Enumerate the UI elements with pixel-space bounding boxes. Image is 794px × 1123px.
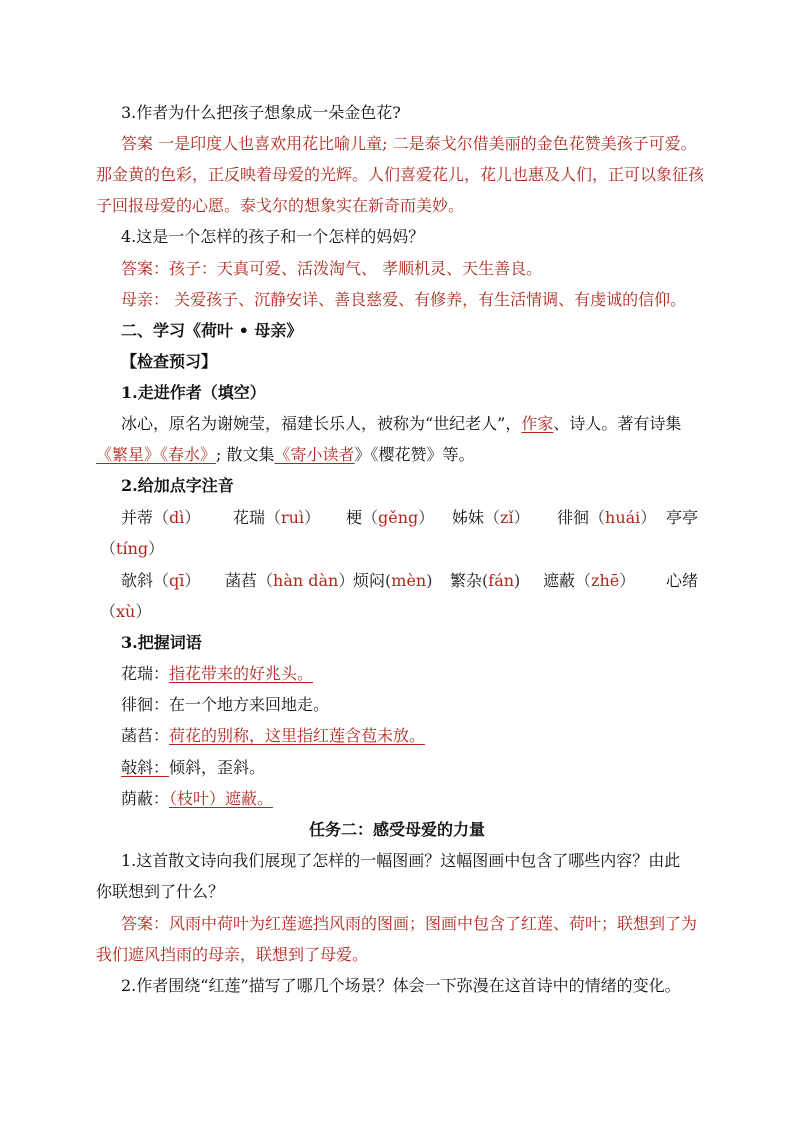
- pinyin-reading: zǐ: [500, 508, 514, 527]
- vocab-term: 菡萏：: [121, 726, 170, 745]
- author-line-1: [121, 413, 681, 435]
- answer-4-mother: 母亲： 关爱孩子、沉静安详、善良慈爱、有修养，有生活情调、有虔诚的信仰。: [121, 290, 687, 309]
- author-text-b: 、诗人。著有诗集: [553, 414, 682, 433]
- pinyin-item-wrap: （xù）: [100, 602, 152, 621]
- vocab-definition: 在一个地方来回地走。: [169, 695, 330, 714]
- pinyin-word-tingting: 亭亭: [666, 508, 699, 527]
- vocab-item: [121, 788, 273, 810]
- answer-3-line-2: 那金黄的色彩，正反映着母爱的光辉。人们喜爱花儿，花儿也惠及人们，正可以象征孩: [96, 165, 705, 184]
- pinyin-reading: hàn dàn: [273, 571, 339, 590]
- pinyin-reading: huái: [605, 508, 641, 527]
- pinyin-reading: qī: [169, 571, 185, 590]
- pinyin-reading: gěng: [378, 508, 419, 527]
- pinyin-item: 遮蔽（zhē）: [543, 571, 636, 590]
- vocab-term: 花瑞：: [121, 664, 170, 683]
- pinyin-reading: dì: [169, 508, 185, 527]
- task-2-answer-1-line-2: 我们遮风挡雨的母亲，联想到了母爱。: [96, 945, 369, 964]
- pinyin-item: 徘徊（huái）: [557, 508, 657, 527]
- pinyin-title: 2.给加点字注音: [121, 476, 234, 495]
- pinyin-word: 烦闷: [353, 571, 386, 590]
- pinyin-item: 并蒂（dì）: [121, 508, 201, 527]
- task-2-question-1-line-1: 1.这首散文诗向我们展现了怎样的一幅图画？这幅图画中包含了哪些内容？由此: [121, 851, 681, 870]
- section-2-heading: 二、学习《荷叶 • 母亲》: [121, 321, 303, 340]
- author-blank-writer: 作家: [521, 414, 554, 433]
- pinyin-item: 梗（gěng）: [346, 508, 435, 527]
- pinyin-word: 姊妹: [452, 508, 485, 527]
- answer-3-line-1: 答案 一是印度人也喜欢用花比喻儿童; 二是泰戈尔借美丽的金色花赞美孩子可爱。: [121, 134, 697, 153]
- pinyin-item: 姊妹（zǐ）: [452, 508, 530, 527]
- pinyin-item: 烦闷(mèn): [353, 571, 433, 590]
- vocab-term: 徘徊：: [121, 695, 170, 714]
- vocab-title: 3.把握词语: [121, 633, 202, 652]
- task-2-question-1-line-2: 你联想到了什么？: [96, 882, 225, 901]
- author-text-d: 》《樱花赞》等。: [354, 445, 475, 464]
- author-blank-jixiaoduzhe: 《寄小读者: [274, 445, 355, 464]
- author-text-a: 冰心，原名为谢婉莹，福建长乐人，被称为“世纪老人”，: [121, 414, 522, 433]
- pinyin-word-xinxu: 心绪: [666, 571, 699, 590]
- pinyin-reading: mèn: [391, 571, 427, 590]
- author-blank-chunshui: 》《春水》: [144, 445, 217, 464]
- pinyin-item: 欹斜（qī）: [121, 571, 201, 590]
- author-text-c: ; 散文集: [216, 445, 275, 464]
- author-title: 1.走进作者（填空）: [121, 383, 266, 402]
- pinyin-word: 遮蔽: [543, 571, 576, 590]
- pinyin-word: 梗: [346, 508, 363, 527]
- question-4: 4.这是一个怎样的孩子和一个怎样的妈妈？: [121, 227, 425, 246]
- vocab-definition: 荷花的别称，这里指红莲含苞未放。: [169, 726, 426, 745]
- pinyin-reading: zhē: [591, 571, 620, 590]
- preview-heading: 【检查预习】: [121, 352, 218, 371]
- pinyin-item: 花瑞（ruì）: [233, 508, 321, 527]
- answer-4-child: 答案：孩子：天真可爱、活泼淘气、 孝顺机灵、天生善良。: [121, 259, 543, 278]
- vocab-item: [121, 663, 313, 685]
- author-line-2: [96, 444, 475, 466]
- vocab-item: [121, 725, 425, 747]
- question-3: 3.作者为什么把孩子想象成一朵金色花?: [121, 103, 401, 122]
- answer-3-line-3: 子回报母爱的心愿。泰戈尔的想象实在新奇而美妙。: [96, 196, 465, 215]
- task-2-heading: 任务二：感受母爱的力量: [308, 820, 485, 839]
- task-2-answer-1-line-1: 答案：风雨中荷叶为红莲遮挡风雨的图画；图画中包含了红莲、荷叶；联想到了为: [121, 914, 698, 933]
- pinyin-reading: ruì: [281, 508, 305, 527]
- pinyin-item-wrap: （tíng）: [100, 539, 165, 558]
- pinyin-reading: fán: [488, 571, 515, 590]
- task-2-question-2: 2.作者围绕“红莲”描写了哪几个场景？体会一下弥漫在这首诗中的情绪的变化。: [121, 976, 681, 995]
- vocab-term: 敧斜：: [121, 758, 170, 777]
- pinyin-reading: tíng: [116, 539, 149, 558]
- pinyin-word: 徘徊: [557, 508, 590, 527]
- pinyin-word: 繁杂: [450, 571, 483, 590]
- pinyin-word: 欹斜: [121, 571, 154, 590]
- vocab-term: 荫蔽：: [121, 789, 170, 808]
- pinyin-word: 菡萏: [225, 571, 258, 590]
- vocab-definition: 指花带来的好兆头。: [169, 664, 314, 683]
- author-blank-fanxing: 《繁星: [96, 445, 145, 464]
- vocab-item: [121, 694, 329, 716]
- pinyin-item: 繁杂(fán): [450, 571, 521, 590]
- vocab-definition: 倾斜，歪斜。: [169, 758, 266, 777]
- vocab-definition: （枝叶）遮蔽。: [169, 789, 274, 808]
- pinyin-item: 菡萏（hàn dàn）: [225, 571, 355, 590]
- pinyin-word: 并蒂: [121, 508, 154, 527]
- vocab-item: [121, 757, 265, 779]
- pinyin-word: 花瑞: [233, 508, 266, 527]
- pinyin-reading: xù: [116, 602, 136, 621]
